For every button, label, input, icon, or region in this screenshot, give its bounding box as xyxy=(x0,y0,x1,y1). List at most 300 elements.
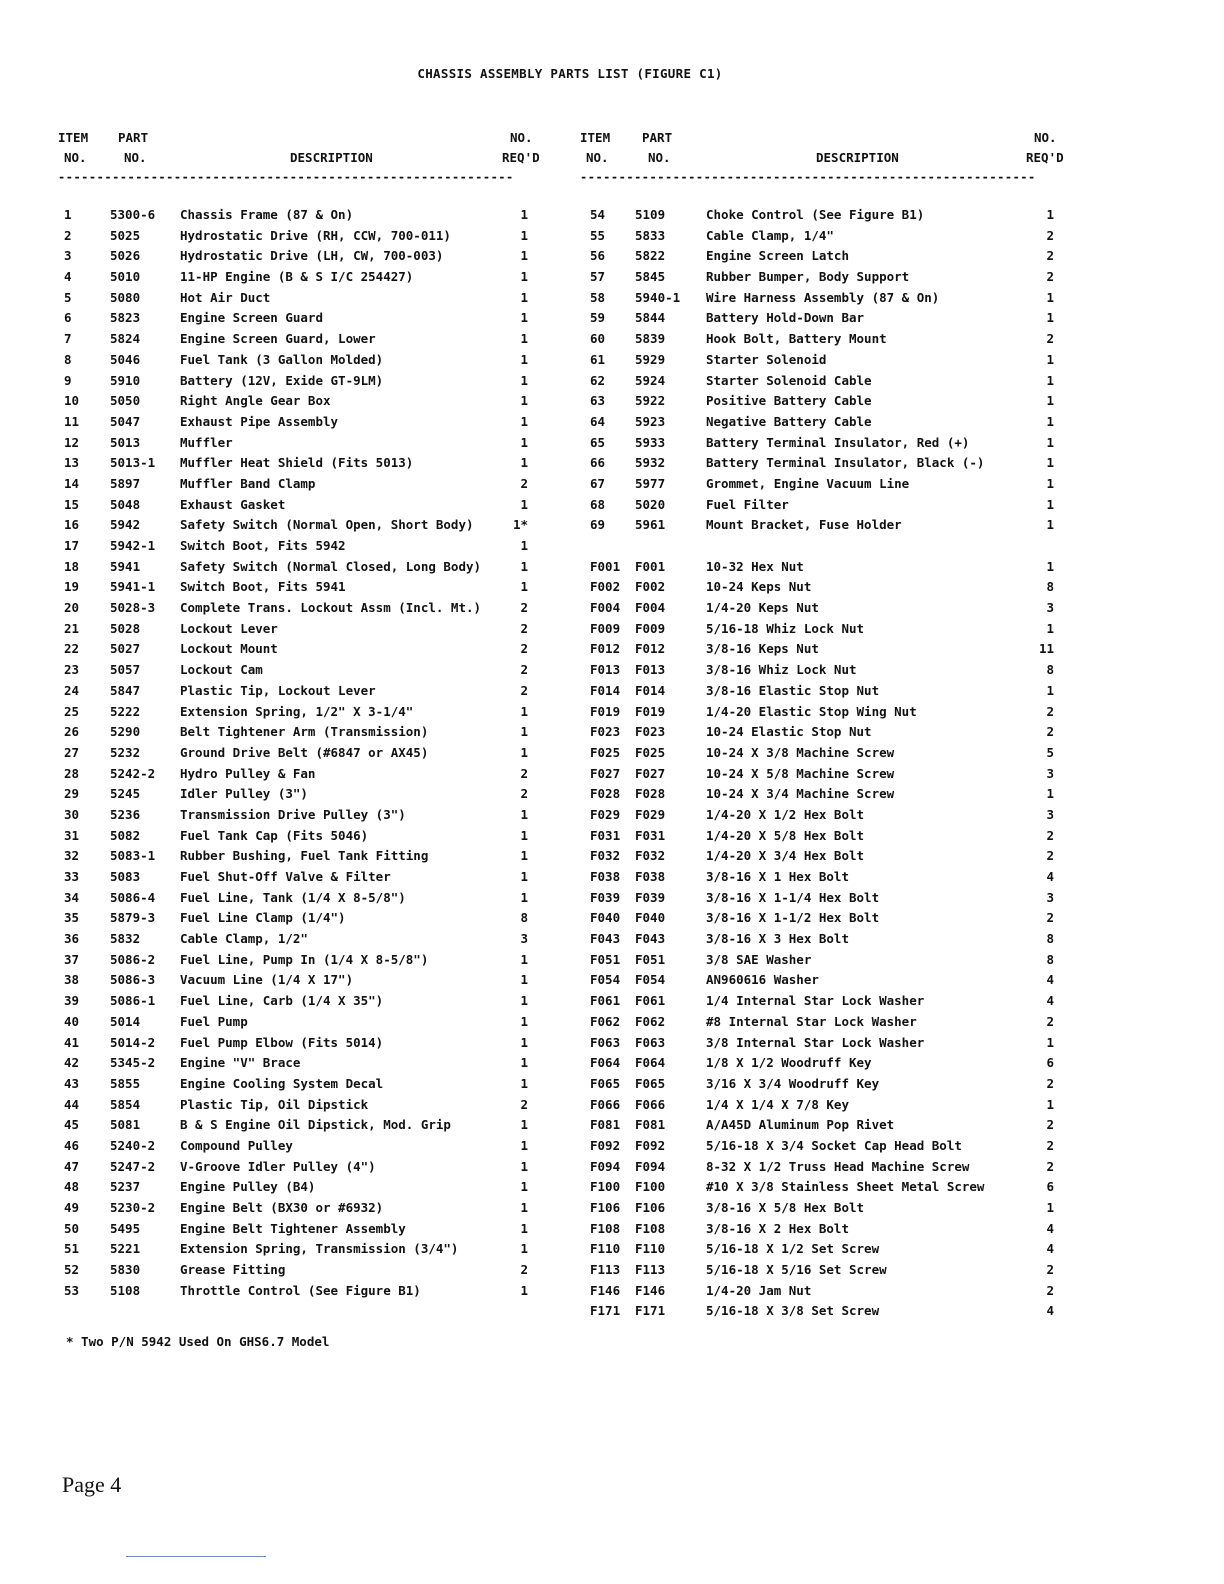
table-row xyxy=(58,620,546,641)
quantity-required: 4 xyxy=(1046,1241,1054,1257)
item-number: 51 xyxy=(64,1241,80,1257)
quantity-required: 3 xyxy=(1046,765,1054,781)
description: 3/8-16 X 1 Hex Bolt xyxy=(706,869,849,884)
part-number: 5933 xyxy=(635,434,666,450)
part-number: F146 xyxy=(635,1282,666,1298)
table-row xyxy=(580,889,1070,910)
part-number: 5014-2 xyxy=(110,1034,156,1050)
item-number: 18 xyxy=(64,558,80,574)
part-number: F081 xyxy=(635,1117,666,1133)
description: Hydro Pulley & Fan xyxy=(180,765,316,781)
table-row xyxy=(58,682,546,703)
header-item-2: NO. xyxy=(64,150,87,165)
part-number: 5081 xyxy=(110,1117,141,1133)
part-number: 5910 xyxy=(110,372,141,388)
description: 1/4-20 Keps Nut xyxy=(706,600,819,616)
item-number: 9 xyxy=(64,372,72,388)
quantity-required: 1 xyxy=(1046,620,1054,636)
part-number: 5822 xyxy=(635,248,666,264)
description: Engine Pulley (B4) xyxy=(180,1179,316,1195)
part-number: 5245 xyxy=(110,786,141,802)
quantity-required: 1 xyxy=(520,289,528,305)
description: Engine Cooling System Decal xyxy=(180,1075,384,1091)
part-number: F031 xyxy=(635,827,666,843)
quantity-required: 8 xyxy=(1046,662,1054,678)
part-number: 5013-1 xyxy=(110,455,156,471)
table-row xyxy=(58,765,546,786)
part-number: F025 xyxy=(635,744,666,760)
header-item-1: ITEM xyxy=(58,130,89,145)
item-number: 11 xyxy=(64,413,80,429)
part-number: F038 xyxy=(635,869,666,884)
table-row xyxy=(58,1116,546,1137)
description: 1/4-20 X 3/4 Hex Bolt xyxy=(706,848,865,864)
table-row xyxy=(58,1178,546,1199)
item-number: F146 xyxy=(590,1282,621,1298)
description: Safety Switch (Normal Closed, Long Body) xyxy=(180,558,482,574)
description: Hydrostatic Drive (LH, CW, 700-003) xyxy=(180,248,444,264)
item-number: 54 xyxy=(590,207,606,222)
description: 5/16-18 X 3/8 Set Screw xyxy=(706,1303,880,1319)
description: 8-32 X 1/2 Truss Head Machine Screw xyxy=(706,1158,970,1174)
part-number: 5083-1 xyxy=(110,848,156,864)
part-number: 5855 xyxy=(110,1075,141,1091)
part-number: 5232 xyxy=(110,744,141,760)
item-number: 65 xyxy=(590,434,606,450)
item-number: F032 xyxy=(590,848,621,864)
item-number: 56 xyxy=(590,248,606,264)
description: 5/16-18 X 1/2 Set Screw xyxy=(706,1241,880,1257)
item-number: 5 xyxy=(64,289,72,305)
quantity-required: 1* xyxy=(512,517,528,533)
description: Fuel Tank Cap (Fits 5046) xyxy=(180,827,369,843)
quantity-required: 1 xyxy=(520,951,528,967)
quantity-required: 1 xyxy=(1046,475,1054,491)
part-number: 5941-1 xyxy=(110,579,156,595)
part-number: 5844 xyxy=(635,310,666,326)
description: Mount Bracket, Fuse Holder xyxy=(706,517,902,533)
description: Switch Boot, Fits 5942 xyxy=(180,538,346,553)
part-number: 5010 xyxy=(110,269,141,285)
description: 3/8-16 Whiz Lock Nut xyxy=(706,662,857,678)
header-req-1: NO. xyxy=(1034,130,1057,145)
table-row xyxy=(580,578,1070,599)
quantity-required: 3 xyxy=(1046,600,1054,616)
quantity-required: 1 xyxy=(520,372,528,388)
item-number: 55 xyxy=(590,227,606,243)
table-row xyxy=(580,309,1070,330)
part-number: F108 xyxy=(635,1220,666,1236)
description: Lockout Lever xyxy=(180,620,278,636)
description: Right Angle Gear Box xyxy=(180,393,331,409)
table-row xyxy=(580,765,1070,786)
table-row xyxy=(58,909,546,930)
item-number: 52 xyxy=(64,1262,80,1278)
part-number: 5897 xyxy=(110,475,141,491)
quantity-required: 1 xyxy=(1046,1200,1054,1215)
table-row xyxy=(580,558,1070,579)
table-row xyxy=(58,1282,546,1303)
item-number: 26 xyxy=(64,724,80,740)
part-number: 5854 xyxy=(110,1096,141,1112)
table-row xyxy=(58,951,546,972)
item-number: F051 xyxy=(590,951,621,967)
quantity-required: 1 xyxy=(520,703,528,719)
quantity-required: 1 xyxy=(520,455,528,471)
part-number: F110 xyxy=(635,1241,666,1257)
description: 5/16-18 Whiz Lock Nut xyxy=(706,620,865,636)
part-number: 5047 xyxy=(110,413,141,429)
description: Fuel Line, Pump In (1/4 X 8-5/8") xyxy=(180,951,429,967)
part-number: 5830 xyxy=(110,1262,141,1278)
part-number: F027 xyxy=(635,765,666,781)
table-row xyxy=(580,392,1070,413)
table-row xyxy=(58,227,546,248)
description: Fuel Tank (3 Gallon Molded) xyxy=(180,351,384,367)
part-number: F043 xyxy=(635,931,666,947)
description: Rubber Bushing, Fuel Tank Fitting xyxy=(180,848,429,864)
quantity-required: 8 xyxy=(1046,951,1054,967)
item-number: 32 xyxy=(64,848,80,864)
part-number: 5290 xyxy=(110,724,141,740)
part-number: 5028 xyxy=(110,620,141,636)
table-row xyxy=(58,206,546,227)
table-row xyxy=(58,661,546,682)
table-row xyxy=(58,1096,546,1117)
description: Extension Spring, 1/2" X 3-1/4" xyxy=(180,703,414,719)
part-number: 5941 xyxy=(110,558,141,574)
description: Fuel Pump xyxy=(180,1013,248,1029)
item-number: F066 xyxy=(590,1096,621,1112)
description: 10-24 X 5/8 Machine Screw xyxy=(706,765,895,781)
part-number: F062 xyxy=(635,1013,666,1029)
quantity-required: 1 xyxy=(1046,558,1054,574)
table-row xyxy=(58,806,546,827)
item-number: 59 xyxy=(590,310,606,326)
table-row xyxy=(58,1220,546,1241)
item-number: F110 xyxy=(590,1241,621,1257)
quantity-required: 4 xyxy=(1046,1220,1054,1236)
table-row xyxy=(580,1054,1070,1075)
description: AN960616 Washer xyxy=(706,972,819,988)
part-number: F064 xyxy=(635,1055,666,1071)
part-number: F001 xyxy=(635,558,666,574)
table-row xyxy=(580,268,1070,289)
right-rows-items xyxy=(580,206,1070,537)
table-row xyxy=(58,992,546,1013)
table-row xyxy=(580,1137,1070,1158)
quantity-required: 3 xyxy=(1046,806,1054,822)
quantity-required: 8 xyxy=(1046,579,1054,595)
table-row xyxy=(58,558,546,579)
quantity-required: 1 xyxy=(520,1055,528,1071)
quantity-required: 2 xyxy=(520,786,528,802)
description: Fuel Filter xyxy=(706,496,789,512)
quantity-required: 2 xyxy=(1046,248,1054,264)
quantity-required: 4 xyxy=(1046,993,1054,1009)
item-number: F001 xyxy=(590,558,621,574)
description: A/A45D Aluminum Pop Rivet xyxy=(706,1117,895,1133)
description: Plastic Tip, Lockout Lever xyxy=(180,682,376,698)
item-number: F108 xyxy=(590,1220,621,1236)
bottom-rule xyxy=(126,1556,266,1557)
quantity-required: 1 xyxy=(520,1200,528,1215)
table-row xyxy=(58,868,546,889)
part-number: 5086-2 xyxy=(110,951,156,967)
part-number: 5242-2 xyxy=(110,765,156,781)
part-number: F032 xyxy=(635,848,666,864)
item-number: 14 xyxy=(64,475,80,491)
item-number: 43 xyxy=(64,1075,80,1091)
description: 1/4-20 Elastic Stop Wing Nut xyxy=(706,703,917,719)
quantity-required: 6 xyxy=(1046,1179,1054,1195)
item-number: 40 xyxy=(64,1013,80,1029)
table-row xyxy=(580,930,1070,951)
quantity-required: 2 xyxy=(1046,703,1054,719)
item-number: 24 xyxy=(64,682,80,698)
item-number: F113 xyxy=(590,1262,621,1278)
part-number: 5942 xyxy=(110,517,141,533)
quantity-required: 2 xyxy=(520,1096,528,1112)
item-number: 41 xyxy=(64,1034,80,1050)
description: Muffler Heat Shield (Fits 5013) xyxy=(180,455,414,471)
table-row xyxy=(58,785,546,806)
description: Battery Terminal Insulator, Red (+) xyxy=(706,434,970,450)
header-part-1: PART xyxy=(642,130,673,145)
quantity-required: 2 xyxy=(520,1262,528,1278)
part-number: 5924 xyxy=(635,372,666,388)
part-number: 5221 xyxy=(110,1241,141,1257)
item-number: 33 xyxy=(64,869,80,884)
quantity-required: 1 xyxy=(520,1117,528,1133)
item-number: F081 xyxy=(590,1117,621,1133)
quantity-required: 1 xyxy=(1046,455,1054,471)
part-number: 5048 xyxy=(110,496,141,512)
item-number: 4 xyxy=(64,269,72,285)
description: Safety Switch (Normal Open, Short Body) xyxy=(180,517,474,533)
quantity-required: 2 xyxy=(520,765,528,781)
description: 3/8 SAE Washer xyxy=(706,951,812,967)
part-number: 5046 xyxy=(110,351,141,367)
quantity-required: 2 xyxy=(1046,1075,1054,1091)
description: Fuel Line Clamp (1/4") xyxy=(180,910,346,926)
part-number: 5083 xyxy=(110,869,141,884)
item-number: F063 xyxy=(590,1034,621,1050)
part-number: 5013 xyxy=(110,434,141,450)
part-number: 5025 xyxy=(110,227,141,243)
description: Compound Pulley xyxy=(180,1137,293,1153)
quantity-required: 4 xyxy=(1046,972,1054,988)
quantity-required: 1 xyxy=(520,413,528,429)
quantity-required: 1 xyxy=(520,538,528,553)
description: Switch Boot, Fits 5941 xyxy=(180,579,346,595)
description: 10-24 Elastic Stop Nut xyxy=(706,724,872,740)
part-number: 5923 xyxy=(635,413,666,429)
part-number: 5082 xyxy=(110,827,141,843)
table-row xyxy=(58,516,546,537)
table-row xyxy=(58,247,546,268)
description: Battery (12V, Exide GT-9LM) xyxy=(180,372,384,388)
description: 1/4 X 1/4 X 7/8 Key xyxy=(706,1096,849,1112)
description: Fuel Line, Carb (1/4 X 35") xyxy=(180,993,384,1009)
quantity-required: 2 xyxy=(520,662,528,678)
quantity-required: 1 xyxy=(1046,434,1054,450)
item-number: 67 xyxy=(590,475,606,491)
item-number: 42 xyxy=(64,1055,80,1071)
item-number: 2 xyxy=(64,227,72,243)
part-number: F013 xyxy=(635,662,666,678)
part-number: 5057 xyxy=(110,662,141,678)
quantity-required: 2 xyxy=(1046,1262,1054,1278)
table-row xyxy=(58,1137,546,1158)
item-number: 45 xyxy=(64,1117,80,1133)
description: Hydrostatic Drive (RH, CCW, 700-011) xyxy=(180,227,451,243)
quantity-required: 2 xyxy=(520,682,528,698)
item-number: 7 xyxy=(64,331,72,347)
header-description: DESCRIPTION xyxy=(290,150,373,165)
table-row xyxy=(580,1034,1070,1055)
item-number: 46 xyxy=(64,1137,80,1153)
quantity-required: 1 xyxy=(1046,393,1054,409)
quantity-required: 1 xyxy=(520,579,528,595)
description: Battery Terminal Insulator, Black (-) xyxy=(706,455,985,471)
quantity-required: 2 xyxy=(520,620,528,636)
part-number: 5495 xyxy=(110,1220,141,1236)
description: B & S Engine Oil Dipstick, Mod. Grip xyxy=(180,1117,451,1133)
table-row xyxy=(58,578,546,599)
table-row xyxy=(58,1158,546,1179)
quantity-required: 1 xyxy=(1046,496,1054,512)
table-row xyxy=(580,1220,1070,1241)
quantity-required: 2 xyxy=(520,641,528,657)
item-number: F062 xyxy=(590,1013,621,1029)
part-number: 5026 xyxy=(110,248,141,264)
description: 3/8-16 Keps Nut xyxy=(706,641,819,657)
part-number: F004 xyxy=(635,600,666,616)
table-row xyxy=(58,1034,546,1055)
description: Lockout Mount xyxy=(180,641,278,657)
quantity-required: 1 xyxy=(520,331,528,347)
quantity-required: 1 xyxy=(520,806,528,822)
item-number: F106 xyxy=(590,1200,621,1215)
part-number: 5240-2 xyxy=(110,1137,156,1153)
description: Throttle Control (See Figure B1) xyxy=(180,1282,421,1298)
description: Belt Tightener Arm (Transmission) xyxy=(180,724,429,740)
description: Vacuum Line (1/4 X 17") xyxy=(180,972,354,988)
quantity-required: 2 xyxy=(1046,227,1054,243)
part-number: 5345-2 xyxy=(110,1055,156,1071)
table-row xyxy=(580,351,1070,372)
part-number: F094 xyxy=(635,1158,666,1174)
item-number: F054 xyxy=(590,972,621,988)
quantity-required: 2 xyxy=(1046,269,1054,285)
part-number: F023 xyxy=(635,724,666,740)
item-number: 30 xyxy=(64,806,80,822)
description: Fuel Pump Elbow (Fits 5014) xyxy=(180,1034,384,1050)
table-row xyxy=(58,847,546,868)
quantity-required: 1 xyxy=(520,1158,528,1174)
part-number: F113 xyxy=(635,1262,666,1278)
description: Rubber Bumper, Body Support xyxy=(706,269,910,285)
description: 3/8-16 X 3 Hex Bolt xyxy=(706,931,849,947)
item-number: 27 xyxy=(64,744,80,760)
quantity-required: 1 xyxy=(520,393,528,409)
description: Idler Pulley (3") xyxy=(180,786,308,802)
table-row xyxy=(58,454,546,475)
part-number: F009 xyxy=(635,620,666,636)
description: 5/16-18 X 3/4 Socket Cap Head Bolt xyxy=(706,1137,962,1153)
item-number: F061 xyxy=(590,993,621,1009)
table-row xyxy=(58,1013,546,1034)
item-number: F028 xyxy=(590,786,621,802)
item-number: 3 xyxy=(64,248,72,264)
table-row xyxy=(58,703,546,724)
part-number: 5020 xyxy=(635,496,666,512)
part-number: F014 xyxy=(635,682,666,698)
quantity-required: 3 xyxy=(520,931,528,947)
quantity-required: 5 xyxy=(1046,744,1054,760)
table-row xyxy=(580,723,1070,744)
description: #8 Internal Star Lock Washer xyxy=(706,1013,917,1029)
part-number: 5833 xyxy=(635,227,666,243)
table-row xyxy=(580,496,1070,517)
description: V-Groove Idler Pulley (4") xyxy=(180,1158,376,1174)
table-row xyxy=(58,537,546,558)
part-number: F028 xyxy=(635,786,666,802)
item-number: F038 xyxy=(590,869,621,884)
part-number: F029 xyxy=(635,806,666,822)
table-row xyxy=(58,1075,546,1096)
table-row xyxy=(580,516,1070,537)
item-number: 1 xyxy=(64,207,72,222)
description: 3/8-16 Elastic Stop Nut xyxy=(706,682,880,698)
part-number: 5050 xyxy=(110,393,141,409)
part-number: 5109 xyxy=(635,207,666,222)
description: Engine Belt Tightener Assembly xyxy=(180,1220,406,1236)
table-row xyxy=(580,454,1070,475)
item-number: F100 xyxy=(590,1179,621,1195)
quantity-required: 1 xyxy=(520,869,528,884)
quantity-required: 1 xyxy=(520,1220,528,1236)
item-number: 38 xyxy=(64,972,80,988)
quantity-required: 1 xyxy=(520,827,528,843)
part-number: F012 xyxy=(635,641,666,657)
item-number: 37 xyxy=(64,951,80,967)
item-number: 17 xyxy=(64,538,80,553)
table-row xyxy=(580,1261,1070,1282)
table-row xyxy=(580,434,1070,455)
part-number: F002 xyxy=(635,579,666,595)
quantity-required: 2 xyxy=(1046,331,1054,347)
item-number: 22 xyxy=(64,641,80,657)
item-number: 29 xyxy=(64,786,80,802)
description: 1/4-20 Jam Nut xyxy=(706,1282,812,1298)
table-row xyxy=(58,475,546,496)
quantity-required: 2 xyxy=(1046,827,1054,843)
table-row xyxy=(58,392,546,413)
description: 3/8-16 X 1-1/4 Hex Bolt xyxy=(706,889,880,905)
quantity-required: 3 xyxy=(1046,889,1054,905)
part-number: 5086-1 xyxy=(110,993,156,1009)
table-row xyxy=(580,1199,1070,1220)
description: 3/8-16 X 5/8 Hex Bolt xyxy=(706,1200,865,1215)
table-row xyxy=(580,599,1070,620)
table-row xyxy=(580,703,1070,724)
table-row xyxy=(580,330,1070,351)
description: 1/4-20 X 5/8 Hex Bolt xyxy=(706,827,865,843)
quantity-required: 1 xyxy=(520,1137,528,1153)
table-row xyxy=(58,289,546,310)
